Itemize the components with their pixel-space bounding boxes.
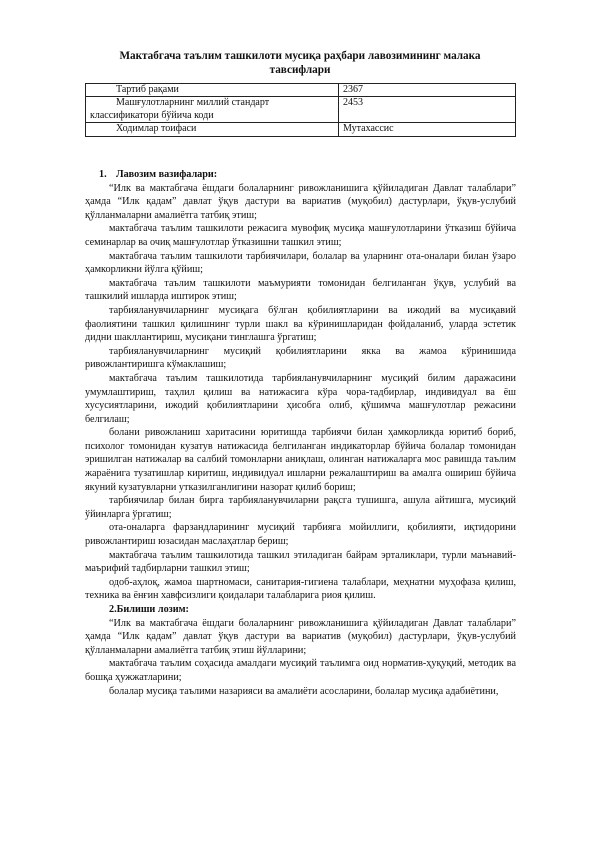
paragraph: одоб-аҳлоқ, жамоа шартномаси, санитария-гигиена талаблари, меҳнатни муҳофаза қилиш, техника ва ёнғин хавфсизлиги қоидалари талабларига риоя қилиш. bbox=[85, 576, 516, 602]
section-1-heading: 1. Лавозим вазифалари: bbox=[99, 169, 218, 180]
paragraph: “Илк ва мактабгача ёшдаги болаларнинг ривожланишига қўйиладиган Давлат талаблари” ҳамда “Илк қадам” давлат ўқув дастури ва вариатив (муқобил) дастурлари, ўқув-услубий қўлланмаларни амалиётга татбиқ этиш; bbox=[85, 182, 516, 221]
table-cell-label: Машғулотларнинг миллий стандарт классификатори бўйича коди bbox=[86, 97, 339, 123]
paragraph: “Илк ва мактабгача ёшдаги болаларнинг ривожланишига қўйиладиган Давлат талаблари” ҳамда “Илк қадам” давлат ўқув дастури ва вариатив (муқобил) дастурлари, ўқув-услубий қўлланмаларни амалиётга татбиқ этиш йўлларини; bbox=[85, 617, 516, 656]
paragraph: тарбияланувчиларнинг мусиқий қобилиятларини якка ва жамоа кўринишида ривожлантиришга кўмаклашиш; bbox=[85, 345, 516, 371]
info-table bbox=[85, 83, 516, 137]
paragraph: мактабгача таълим ташкилоти режасига мувофиқ мусиқа машғулотларини ўтказиш бўйича семинарлар ва очиқ машғулотлар ўтказишни ташкил этиш; bbox=[85, 223, 516, 248]
paragraph: тарбияланувчиларнинг мусиқага бўлган қобилиятларини ва ижодий ва мусиқавий фаолиятини ташкил қилишнинг турли шакл ва кўринишларидан фойдаланиб, уларда эстетик дидни шакллантириш, мусиқани тинглашга ўргатиш; bbox=[85, 304, 516, 344]
table-row bbox=[86, 123, 516, 136]
paragraph: мактабгача таълим соҳасида амалдаги мусиқий таълимга оид норматив-ҳуқуқий, методик ва бошқа ҳужжатларини; bbox=[85, 658, 516, 683]
paragraph: мактабгача таълим ташкилоти тарбиячилари, болалар ва уларнинг ота-оналари билан ўзаро ҳамкорликни йўлга қўйиш; bbox=[85, 250, 516, 276]
paragraph: мактабгача таълим ташкилоти маъмурияти томонидан белгиланган ўқув, услубий ва ташкилий ишларда иштирок этиш; bbox=[85, 277, 516, 303]
paragraph: болани ривожланиш харитасини юритишда тарбиячи билан ҳамкорликда юритиб бориб, психолог томонидан кузатув натижасида белгиланган индикаторлар бўйича болалар томонидан эришилган натижалар ва салбий томонларни аниқлаш, олинган натижаларга мос равишда таълим жараёнига тузатишлар киритиш, индивидуал ишларни режалаштириш ва амалга ошириш бўйича якуний кузатувларни утказилганлигини назорат қилиб бориш; bbox=[85, 427, 516, 493]
paragraph: мактабгача таълим ташкилотида ташкил этиладиган байрам эрталиклари, турли маънавий-маърифий тадбирларни ташкил этиш; bbox=[85, 549, 516, 575]
paragraph: мактабгача таълим ташкилотида тарбияланувчиларнинг мусиқий билим даражасини умумлаштириш, таҳлил қилиш ва натижасига кўра чора-тадбирлар, индивидуал ва ёш хусусиятларини, ижодий қобилиятларини ҳисобга олиб, қўшимча машғулотлар режасини белгилаш; bbox=[85, 372, 516, 425]
paragraph: тарбиячилар билан бирга тарбияланувчиларни рақсга тушишга, ашула айтишга, мусиқий ўйинларга ўргатиш; bbox=[85, 495, 516, 520]
table-cell-value: 2367 bbox=[339, 84, 516, 97]
table-cell-label: Тартиб рақами bbox=[86, 84, 339, 97]
paragraph: болалар мусиқа таълими назарияси ва амалиёти асосларини, болалар мусиқа адабиётини, bbox=[109, 685, 499, 697]
section-2-heading: 2.Билиши лозим: bbox=[109, 604, 189, 615]
table-row bbox=[86, 84, 516, 97]
table-cell-value: 2453 bbox=[339, 97, 516, 123]
document-body bbox=[85, 168, 516, 698]
table-cell-label: Ходимлар тоифаси bbox=[86, 123, 339, 136]
paragraph: ота-оналарга фарзандларининг мусиқий тарбияга мойиллиги, қобилияти, иқтидорини ривожлантириш юзасидан маслаҳатлар бериш; bbox=[85, 522, 516, 548]
document-title: Мактабгача таълим ташкилоти мусиқа раҳбари лавозимининг малака тавсифлари bbox=[119, 50, 481, 76]
table-cell-value: Мутахассис bbox=[339, 123, 516, 136]
table-row bbox=[86, 97, 516, 123]
